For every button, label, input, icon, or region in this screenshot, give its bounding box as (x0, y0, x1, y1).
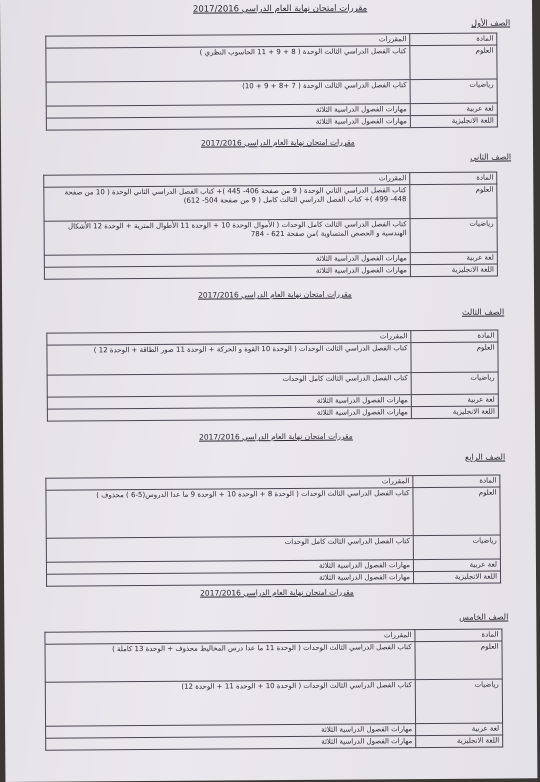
subject-cell: اللغة الانجليزية (411, 406, 498, 419)
subject-cell: العلوم (410, 184, 497, 219)
curriculum-cell: مهارات الفصول الدراسية الثلاثة (47, 407, 411, 422)
subject-cell: اللغة الانجليزية (410, 115, 497, 128)
curriculum-cell: كتاب الفصل الدراسي الثاني الوحدة ( 9 من صفحة 406- 445 )+ كتاب الفصل الدراسي الثاني الوحدة ( 10 من صفحة 448- 499 )+ كتاب الفصل الدراسي الثالث كامل ( 9 من صفحة 504- 612) (44, 185, 410, 222)
subject-cell: لغة عربية (410, 252, 497, 265)
curriculum-cell: كتاب الفصل الدراسي الثالث كامل الوحدات (46, 536, 413, 563)
curriculum-cell: كتاب الفصل الدراسي الثالث الوحدات ( الوحدة 11 ما عدا درس المخاليط محذوف + الوحدة 13 كاملة ) (45, 642, 415, 683)
repeated-title: مقررات امتحان نهاية العام الدراسي 2017/2016 (200, 587, 354, 598)
subject-cell: لغة عربية (413, 559, 500, 572)
subject-header: المادة (411, 330, 498, 343)
repeated-title: مقررات امتحان نهاية العام الدراسي 2017/2016 (199, 431, 353, 442)
subject-cell: العلوم (410, 45, 497, 80)
subject-cell: رياضيات (413, 535, 500, 560)
curriculum-cell: كتاب الفصل الدراسي الثالث الوحدات ( الوحدة 10 القوة و الحركة + الوحدة 11 صور الطاقة + الوحدة 12 ) (47, 343, 411, 376)
curriculum-cell: مهارات الفصول الدراسية الثلاثة (46, 724, 416, 739)
subject-cell: رياضيات (410, 218, 497, 253)
curriculum-header: المقررات (44, 173, 410, 188)
curriculum-cell: كتاب الفصل الدراسي الثالث الوحدات ( الوحدة 10 + الوحدة 11 + الوحدة 12) (45, 680, 415, 727)
subject-header: المادة (410, 172, 497, 185)
curriculum-cell: مهارات الفصول الدراسية الثلاثة (44, 265, 410, 280)
subject-cell: العلوم (413, 487, 500, 536)
curriculum-cell: مهارات الفصول الدراسية الثلاثة (44, 253, 410, 268)
grade-2-title: الصف الثاني (470, 152, 512, 162)
curriculum-cell: كتاب الفصل الدراسي الثالث الوحدات ( الوحدة 8 + الوحدة 10 + الوحدة 9 ما عدا الدروس(5-6 ) محذوف ) (46, 488, 413, 539)
curriculum-cell: مهارات الفصول الدراسية الثلاثة (46, 116, 410, 131)
subject-cell: رياضيات (410, 79, 497, 104)
grade-2-table (43, 172, 498, 280)
grade-3-table (46, 330, 499, 422)
curriculum-cell: كتاب الفصل الدراسي الثالث الوحدة ( 8 + 9 + 11 الحاسوب النظري ) (46, 46, 410, 83)
subject-header: المادة (415, 629, 502, 642)
subject-cell: اللغة الانجليزية (416, 735, 503, 748)
subject-header: المادة (410, 33, 497, 46)
subject-cell: اللغة الانجليزية (410, 264, 497, 277)
curriculum-cell: مهارات الفصول الدراسية الثلاثة (47, 572, 414, 587)
subject-cell: رياضيات (411, 372, 498, 395)
curriculum-cell: كتاب الفصل الدراسي الثالث كامل الوحدات (47, 373, 411, 398)
repeated-title: مقررات امتحان نهاية العام الدراسي 2017/2016 (198, 289, 352, 300)
grade-1-title: الصف الأول (471, 18, 511, 28)
curriculum-cell: مهارات الفصول الدراسية الثلاثة (46, 104, 410, 119)
curriculum-header: المقررات (47, 331, 411, 346)
curriculum-cell: مهارات الفصول الدراسية الثلاثة (46, 736, 416, 751)
curriculum-cell: مهارات الفصول الدراسية الثلاثة (46, 560, 413, 575)
page-title: مقررات امتحان نهاية العام الدراسي 2017/2016 (192, 3, 368, 15)
curriculum-cell: كتاب الفصل الدراسي الثالث الوحدة ( 7 +8 + 9 + 10) (46, 80, 410, 107)
grade-1-table (45, 33, 498, 131)
grade-4-title: الصف الرابع (464, 452, 506, 462)
subject-cell: لغة عربية (416, 723, 503, 736)
subject-cell: العلوم (411, 342, 498, 373)
curriculum-header: المقررات (46, 476, 413, 491)
repeated-title: مقررات امتحان نهاية العام الدراسي 2017/2016 (200, 137, 355, 148)
subject-cell: لغة عربية (411, 394, 498, 407)
curriculum-header: المقررات (45, 630, 415, 645)
curriculum-header: المقررات (46, 34, 410, 49)
grade-3-title: الصف الثالث (461, 307, 505, 317)
subject-cell: العلوم (415, 641, 502, 680)
subject-cell: رياضيات (415, 679, 502, 724)
subject-cell: اللغة الانجليزية (414, 571, 501, 584)
grade-4-table (45, 475, 501, 587)
subject-header: المادة (413, 475, 500, 488)
curriculum-cell: مهارات الفصول الدراسية الثلاثة (47, 395, 411, 410)
curriculum-cell: كتاب الفصل الدراسي الثالث كامل الوحدات ( الأموال الوحدة 10 + الوحدة 11 الأطوال المترية + الوحدة 12 الأشكال الهندسية و الحصص المتساوية )من صفحة 621 - 784 (44, 219, 410, 256)
grade-5-table (44, 629, 503, 751)
grade-5-title: الصف الخامس (459, 612, 509, 622)
subject-cell: لغة عربية (410, 103, 497, 116)
